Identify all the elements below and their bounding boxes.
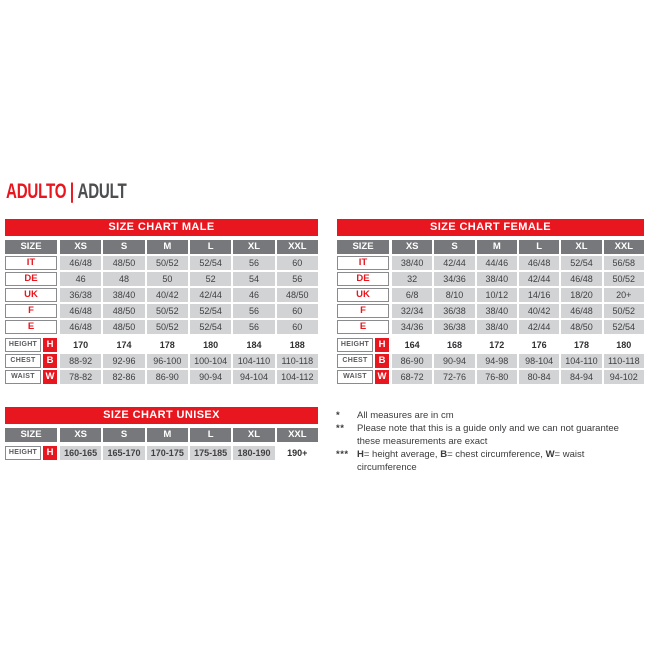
page-title-primary: ADULTO xyxy=(6,180,67,203)
measure-value-cell: 174 xyxy=(103,338,144,352)
size-value-cell: 60 xyxy=(277,320,318,334)
measure-value-cell: 178 xyxy=(561,338,601,352)
measure-label xyxy=(337,354,389,368)
column-header-cell: XS xyxy=(60,428,101,442)
size-value-cell: 46 xyxy=(233,288,274,302)
size-value-cell: 46 xyxy=(60,272,101,286)
row-label-cell: DE xyxy=(5,272,57,286)
measure-value-cell: 165-170 xyxy=(103,446,144,460)
page-title-separator: | xyxy=(69,180,74,203)
measure-label xyxy=(5,446,57,460)
measure-badge: H xyxy=(43,338,57,352)
size-value-cell: 52/54 xyxy=(190,320,231,334)
measure-value-cell: 92-96 xyxy=(103,354,144,368)
footnote-text: H= height average, B= chest circumference, W= waist circumference xyxy=(357,449,585,473)
size-row xyxy=(5,320,318,334)
row-label-cell: E xyxy=(337,320,389,334)
measure-value-cell: 86-90 xyxy=(147,370,188,384)
size-row xyxy=(337,288,644,302)
size-value-cell: 18/20 xyxy=(561,288,601,302)
size-value-cell: 38/40 xyxy=(477,272,517,286)
size-value-cell: 44/46 xyxy=(477,256,517,270)
measure-badge: W xyxy=(375,370,389,384)
size-row xyxy=(5,288,318,302)
size-value-cell: 60 xyxy=(277,256,318,270)
measure-value-cell: 104-110 xyxy=(233,354,274,368)
size-row xyxy=(337,320,644,334)
measure-badge: H xyxy=(375,338,389,352)
footnote-text: these measurements are exact xyxy=(357,436,488,447)
measure-row xyxy=(5,338,318,352)
size-value-cell: 52 xyxy=(190,272,231,286)
measure-value-cell: 96-100 xyxy=(147,354,188,368)
size-value-cell: 36/38 xyxy=(434,304,474,318)
size-value-cell: 48/50 xyxy=(103,320,144,334)
measure-value-cell: 98-104 xyxy=(519,354,559,368)
column-header-cell: M xyxy=(147,240,188,254)
measure-value-cell: 110-118 xyxy=(277,354,318,368)
measure-row xyxy=(5,446,318,460)
measure-value-cell: 100-104 xyxy=(190,354,231,368)
measure-value-cell: 94-104 xyxy=(233,370,274,384)
size-value-cell: 42/44 xyxy=(434,256,474,270)
measure-value-cell: 188 xyxy=(277,338,318,352)
column-header-cell: XL xyxy=(233,428,274,442)
size-value-cell: 34/36 xyxy=(434,272,474,286)
measure-value-cell: 170 xyxy=(60,338,101,352)
measure-value-cell: 180 xyxy=(604,338,644,352)
measure-value-cell: 104-112 xyxy=(277,370,318,384)
size-chart-female-table xyxy=(337,219,644,386)
measure-label-cell: CHEST xyxy=(337,354,373,368)
measure-value-cell: 168 xyxy=(434,338,474,352)
size-value-cell: 40/42 xyxy=(147,288,188,302)
measure-row xyxy=(5,354,318,368)
size-value-cell: 40/42 xyxy=(519,304,559,318)
row-label-cell: DE xyxy=(337,272,389,286)
size-value-cell: 46/48 xyxy=(60,320,101,334)
size-row xyxy=(337,304,644,318)
row-label-cell: F xyxy=(5,304,57,318)
footnote-line xyxy=(336,435,644,448)
size-value-cell: 36/38 xyxy=(60,288,101,302)
measure-badge: B xyxy=(43,354,57,368)
footnotes xyxy=(336,409,644,474)
column-header-cell: XL xyxy=(233,240,274,254)
size-value-cell: 46/48 xyxy=(561,272,601,286)
column-header-cell: XS xyxy=(392,240,432,254)
column-header-cell: M xyxy=(147,428,188,442)
size-value-cell: 20+ xyxy=(604,288,644,302)
measure-value-cell: 90-94 xyxy=(434,354,474,368)
measure-value-cell: 164 xyxy=(392,338,432,352)
size-value-cell: 38/40 xyxy=(392,256,432,270)
size-value-cell: 46/48 xyxy=(60,304,101,318)
page-title-secondary: ADULT xyxy=(77,180,127,203)
measure-value-cell: 84-94 xyxy=(561,370,601,384)
footnote-marker: *** xyxy=(336,449,349,460)
column-header-cell: M xyxy=(477,240,517,254)
size-row xyxy=(5,304,318,318)
size-value-cell: 52/54 xyxy=(561,256,601,270)
measure-badge: W xyxy=(43,370,57,384)
size-header-cell: SIZE xyxy=(5,240,57,254)
row-label-cell: IT xyxy=(337,256,389,270)
size-value-cell: 48/50 xyxy=(277,288,318,302)
measure-value-cell: 94-98 xyxy=(477,354,517,368)
measure-row xyxy=(337,370,644,384)
table-header-row xyxy=(5,240,318,254)
size-row xyxy=(337,256,644,270)
size-header-cell: SIZE xyxy=(337,240,389,254)
measure-label-cell: WAIST xyxy=(5,370,41,384)
footnote-marker: * xyxy=(336,410,341,421)
measure-badge: B xyxy=(375,354,389,368)
column-header-cell: XXL xyxy=(604,240,644,254)
size-value-cell: 56/58 xyxy=(604,256,644,270)
size-value-cell: 48/50 xyxy=(103,256,144,270)
column-header-cell: S xyxy=(103,428,144,442)
size-value-cell: 32 xyxy=(392,272,432,286)
measure-label xyxy=(5,370,57,384)
column-header-cell: S xyxy=(103,240,144,254)
measure-value-cell: 72-76 xyxy=(434,370,474,384)
size-value-cell: 38/40 xyxy=(477,320,517,334)
size-value-cell: 54 xyxy=(233,272,274,286)
size-value-cell: 50/52 xyxy=(604,272,644,286)
footnote-marker xyxy=(336,435,357,448)
size-value-cell: 48 xyxy=(103,272,144,286)
table-title-bar: SIZE CHART MALE xyxy=(5,219,318,236)
measure-value-cell: 170-175 xyxy=(147,446,188,460)
size-chart-unisex-table xyxy=(5,407,318,462)
measure-value-cell: 90-94 xyxy=(190,370,231,384)
size-value-cell: 56 xyxy=(233,320,274,334)
size-value-cell: 50/52 xyxy=(147,304,188,318)
measure-value-cell: 76-80 xyxy=(477,370,517,384)
row-label-cell: UK xyxy=(337,288,389,302)
size-value-cell: 46/48 xyxy=(519,256,559,270)
measure-label-cell: HEIGHT xyxy=(5,446,41,460)
footnote-line xyxy=(336,409,644,422)
footnote-text: All measures are in cm xyxy=(357,410,454,421)
size-value-cell: 50/52 xyxy=(147,320,188,334)
table-title-bar: SIZE CHART UNISEX xyxy=(5,407,318,424)
size-value-cell: 50/52 xyxy=(147,256,188,270)
measure-label xyxy=(5,354,57,368)
measure-row xyxy=(337,354,644,368)
measure-label-cell: HEIGHT xyxy=(5,338,41,352)
measure-label xyxy=(5,338,57,352)
size-value-cell: 48/50 xyxy=(561,320,601,334)
size-value-cell: 56 xyxy=(233,304,274,318)
size-value-cell: 52/54 xyxy=(604,320,644,334)
size-value-cell: 48/50 xyxy=(103,304,144,318)
size-header-cell: SIZE xyxy=(5,428,57,442)
measure-label-cell: HEIGHT xyxy=(337,338,373,352)
column-header-cell: L xyxy=(519,240,559,254)
size-value-cell: 52/54 xyxy=(190,304,231,318)
measure-value-cell: 160-165 xyxy=(60,446,101,460)
measure-value-cell: 176 xyxy=(519,338,559,352)
column-header-cell: L xyxy=(190,428,231,442)
measure-value-cell: 88-92 xyxy=(60,354,101,368)
measure-value-cell: 178 xyxy=(147,338,188,352)
measure-value-cell: 104-110 xyxy=(561,354,601,368)
table-header-row xyxy=(5,428,318,442)
footnote-line xyxy=(336,422,644,435)
measure-label xyxy=(337,338,389,352)
size-value-cell: 36/38 xyxy=(434,320,474,334)
size-value-cell: 38/40 xyxy=(477,304,517,318)
column-header-cell: S xyxy=(434,240,474,254)
size-value-cell: 32/34 xyxy=(392,304,432,318)
footnote-marker: ** xyxy=(336,423,345,434)
column-header-cell: L xyxy=(190,240,231,254)
size-value-cell: 50 xyxy=(147,272,188,286)
measure-row xyxy=(5,370,318,384)
measure-value-cell: 180-190 xyxy=(233,446,274,460)
column-header-cell: XS xyxy=(60,240,101,254)
measure-value-cell: 180 xyxy=(190,338,231,352)
measure-value-cell: 78-82 xyxy=(60,370,101,384)
measure-value-cell: 68-72 xyxy=(392,370,432,384)
size-value-cell: 56 xyxy=(233,256,274,270)
size-row xyxy=(5,256,318,270)
row-label-cell: UK xyxy=(5,288,57,302)
measure-value-cell: 184 xyxy=(233,338,274,352)
row-label-cell: E xyxy=(5,320,57,334)
measure-value-cell: 94-102 xyxy=(604,370,644,384)
measure-label-cell: CHEST xyxy=(5,354,41,368)
measure-value-cell: 86-90 xyxy=(392,354,432,368)
table-title-bar: SIZE CHART FEMALE xyxy=(337,219,644,236)
size-value-cell: 52/54 xyxy=(190,256,231,270)
measure-label xyxy=(337,370,389,384)
measure-badge: H xyxy=(43,446,57,460)
measure-value-cell: 110-118 xyxy=(604,354,644,368)
size-row xyxy=(5,272,318,286)
size-value-cell: 46/48 xyxy=(60,256,101,270)
size-value-cell: 38/40 xyxy=(103,288,144,302)
row-label-cell: IT xyxy=(5,256,57,270)
size-value-cell: 60 xyxy=(277,304,318,318)
size-value-cell: 34/36 xyxy=(392,320,432,334)
measure-label-cell: WAIST xyxy=(337,370,373,384)
size-value-cell: 42/44 xyxy=(519,272,559,286)
page-title xyxy=(6,180,127,204)
measure-value-cell: 82-86 xyxy=(103,370,144,384)
measure-value-cell: 172 xyxy=(477,338,517,352)
measure-value-cell: 190+ xyxy=(277,446,318,460)
measure-value-cell: 80-84 xyxy=(519,370,559,384)
column-header-cell: XL xyxy=(561,240,601,254)
footnote-line xyxy=(336,448,644,474)
size-value-cell: 8/10 xyxy=(434,288,474,302)
size-row xyxy=(337,272,644,286)
footnote-text: Please note that this is a guide only and we can not guarantee xyxy=(357,423,619,434)
column-header-cell: XXL xyxy=(277,428,318,442)
size-chart-male-table xyxy=(5,219,318,386)
size-value-cell: 14/16 xyxy=(519,288,559,302)
size-value-cell: 42/44 xyxy=(190,288,231,302)
measure-value-cell: 175-185 xyxy=(190,446,231,460)
size-value-cell: 42/44 xyxy=(519,320,559,334)
size-value-cell: 50/52 xyxy=(604,304,644,318)
measure-row xyxy=(337,338,644,352)
size-value-cell: 10/12 xyxy=(477,288,517,302)
table-header-row xyxy=(337,240,644,254)
size-value-cell: 56 xyxy=(277,272,318,286)
size-value-cell: 6/8 xyxy=(392,288,432,302)
size-value-cell: 46/48 xyxy=(561,304,601,318)
column-header-cell: XXL xyxy=(277,240,318,254)
row-label-cell: F xyxy=(337,304,389,318)
